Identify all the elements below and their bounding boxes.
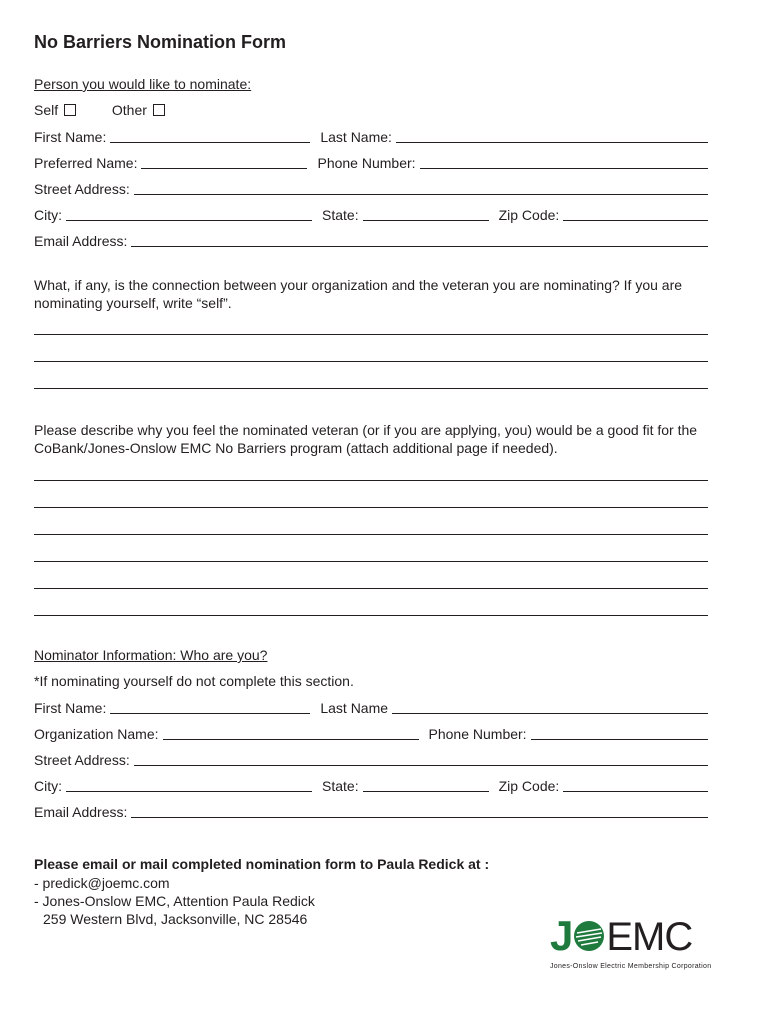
logo-emc: EMC	[606, 915, 693, 959]
nominee-street-row	[34, 178, 708, 198]
zip-field[interactable]	[563, 206, 708, 221]
state-field[interactable]	[363, 206, 489, 221]
nominator-last-name-field[interactable]	[392, 699, 708, 714]
logo-j: J	[550, 912, 573, 959]
fit-answer-line[interactable]	[34, 534, 708, 535]
fit-answer-line[interactable]	[34, 561, 708, 562]
email-label: Email Address:	[34, 233, 128, 249]
nominator-zip-label: Zip Code:	[498, 778, 560, 794]
email-field[interactable]	[131, 232, 708, 247]
state-label: State:	[322, 207, 359, 223]
self-label: Self	[34, 102, 59, 118]
page-title: No Barriers Nomination Form	[34, 32, 287, 52]
nominator-last-name-label: Last Name	[320, 700, 389, 716]
nominator-phone-field[interactable]	[531, 725, 708, 740]
contact-heading: Please email or mail completed nomination form to Paula Redick at :	[34, 856, 490, 872]
logo-o-mark	[572, 919, 606, 953]
nominator-email-label: Email Address:	[34, 804, 128, 820]
self-checkbox[interactable]	[64, 104, 76, 116]
nominator-heading: Nominator Information: Who are you?	[34, 647, 268, 663]
street-address-label: Street Address:	[34, 181, 130, 197]
nominator-city-label: City:	[34, 778, 62, 794]
nominator-email-row	[34, 801, 708, 821]
nominator-city-field[interactable]	[66, 777, 312, 792]
nominator-zip-field[interactable]	[563, 777, 708, 792]
other-label: Other	[111, 102, 147, 118]
phone-label: Phone Number:	[317, 155, 416, 171]
nominator-street-row	[34, 749, 708, 769]
contact-mail-line-2: 259 Western Blvd, Jacksonville, NC 28546	[43, 911, 308, 927]
organization-label: Organization Name:	[34, 726, 159, 742]
contact-email: - predick@joemc.com	[34, 875, 170, 891]
fit-answer-line[interactable]	[34, 615, 708, 616]
nominee-type-row	[34, 102, 165, 118]
logo-circle-icon	[572, 919, 606, 953]
phone-field[interactable]	[420, 154, 708, 169]
fit-answer-line[interactable]	[34, 480, 708, 481]
other-checkbox[interactable]	[153, 104, 165, 116]
preferred-name-field[interactable]	[141, 154, 307, 169]
nominee-preferred-row	[34, 152, 708, 172]
nomination-form	[34, 0, 712, 1024]
zip-label: Zip Code:	[498, 207, 560, 223]
fit-answer-line[interactable]	[34, 588, 708, 589]
nominator-street-label: Street Address:	[34, 752, 130, 768]
nominee-name-row	[34, 126, 708, 146]
last-name-label: Last Name:	[320, 129, 392, 145]
nominator-name-row	[34, 697, 708, 717]
nominator-street-field[interactable]	[134, 751, 708, 766]
last-name-field[interactable]	[396, 128, 708, 143]
nominator-first-name-field[interactable]	[110, 699, 310, 714]
organization-field[interactable]	[163, 725, 419, 740]
connection-question: What, if any, is the connection between your organization and the veteran you are nominating? If you are nominating yourself, write “self”.	[34, 277, 683, 311]
fit-answer-line[interactable]	[34, 507, 708, 508]
preferred-name-label: Preferred Name:	[34, 155, 138, 171]
nominee-heading: Person you would like to nominate:	[34, 76, 252, 92]
city-field[interactable]	[66, 206, 312, 221]
nominator-email-field[interactable]	[131, 803, 708, 818]
first-name-field[interactable]	[110, 128, 310, 143]
nominee-city-row	[34, 204, 708, 224]
nominator-note: *If nominating yourself do not complete this section.	[34, 673, 354, 689]
street-address-field[interactable]	[134, 180, 708, 195]
nominator-state-field[interactable]	[363, 777, 489, 792]
nominator-city-row	[34, 775, 708, 795]
nominator-phone-label: Phone Number:	[428, 726, 527, 742]
contact-mail-line-1: - Jones-Onslow EMC, Attention Paula Redick	[34, 893, 315, 909]
logo-subtitle: Jones-Onslow Electric Membership Corporation	[550, 963, 712, 970]
nominator-first-name-label: First Name:	[34, 700, 107, 716]
logo-wordmark	[550, 912, 712, 959]
connection-answer-line[interactable]	[34, 361, 708, 362]
connection-answer-line[interactable]	[34, 388, 708, 389]
city-label: City:	[34, 207, 62, 223]
nominator-org-row	[34, 723, 708, 743]
nominator-state-label: State:	[322, 778, 359, 794]
first-name-label: First Name:	[34, 129, 107, 145]
joemc-logo	[550, 912, 712, 980]
fit-question: Please describe why you feel the nominated veteran (or if you are applying, you) would be a good fit for the CoBank/Jones-Onslow EMC No Barriers program (attach additional page if needed).	[34, 422, 698, 456]
connection-answer-line[interactable]	[34, 334, 708, 335]
nominee-email-row	[34, 230, 708, 250]
